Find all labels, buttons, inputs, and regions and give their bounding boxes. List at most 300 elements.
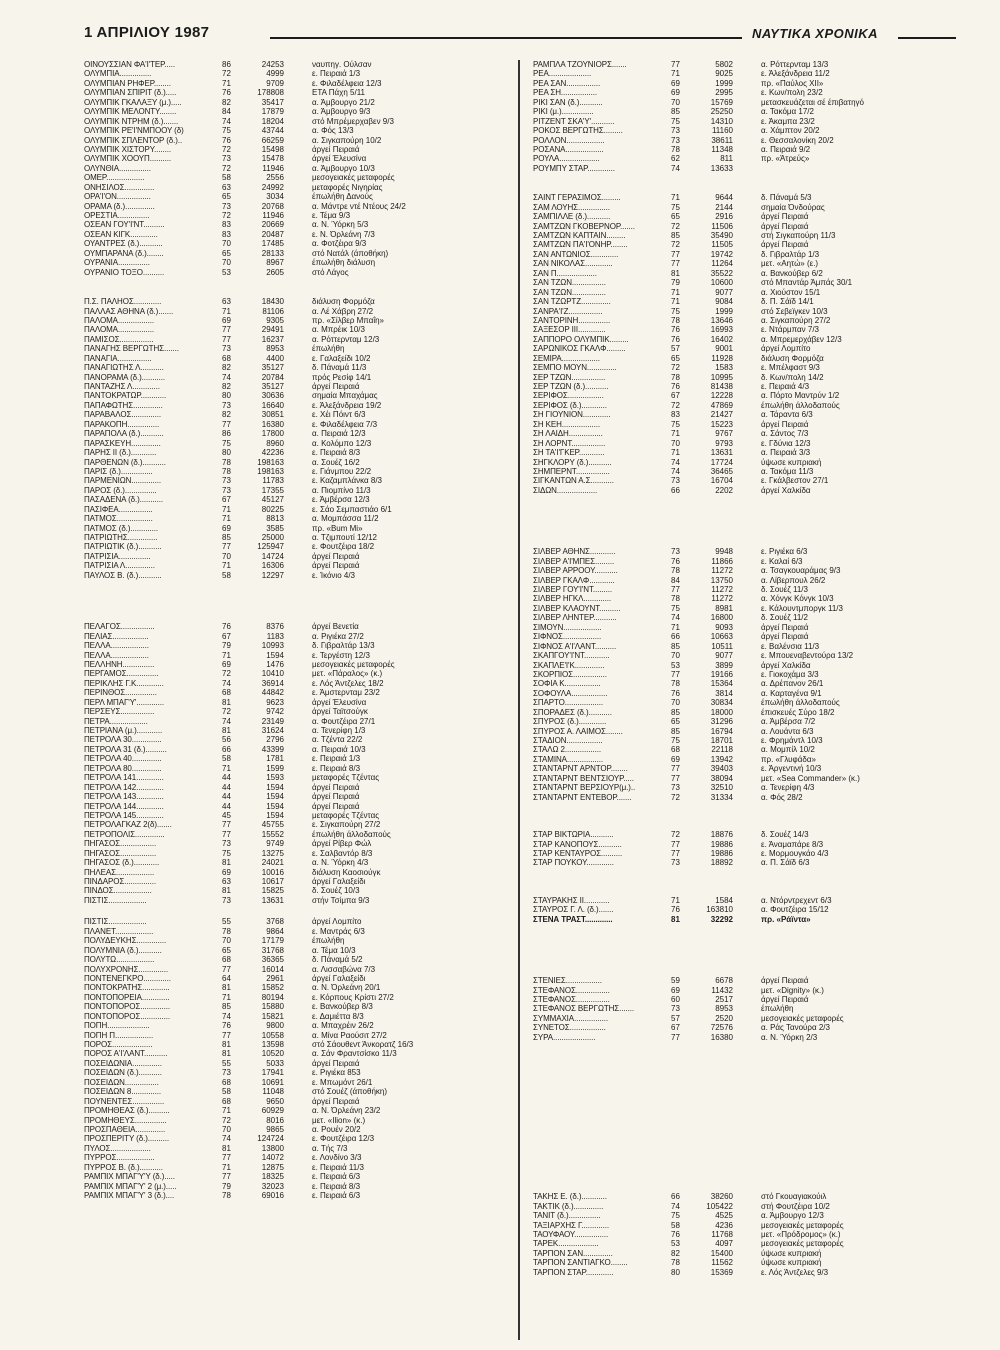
ship-status: δ. Κων/πολη 14/2 — [761, 372, 824, 382]
ship-row — [533, 259, 953, 268]
ship-name: ΟΛΥΜΠΙΚ ΧΟΟΥΠ.......... — [84, 154, 171, 164]
ship-name: ΣΤΕΝΙΕΣ................. — [533, 976, 602, 986]
ship-name: ΣΤΑΥΡΑΚΗΣ ΙΙ............ — [533, 895, 610, 905]
deadweight: 23149 — [261, 716, 284, 726]
build-year: 67 — [222, 631, 231, 641]
ship-status: ε. Δαμιέττα 8/3 — [312, 1011, 364, 1021]
build-year: 69 — [671, 754, 680, 764]
ship-name: ΤΑΚΗΣ Ε. (δ.)............ — [533, 1192, 607, 1202]
build-year: 72 — [671, 221, 680, 231]
ship-row — [84, 830, 504, 839]
build-year: 65 — [671, 212, 680, 222]
ship-status: α. Ριγιέκα 27/2 — [312, 631, 364, 641]
ship-status: μετ. «Πάραλος» (κ.) — [312, 669, 383, 679]
build-year: 66 — [671, 1192, 680, 1202]
ship-name: ΣΑΝ ΤΖΩΝ................ — [533, 287, 606, 297]
ship-name: ΤΑΝΙΤ (δ.)............... — [533, 1211, 601, 1221]
deadweight: 8016 — [266, 1115, 284, 1125]
ship-status: α. Τσαγκουαράμας 9/3 — [761, 566, 841, 576]
ship-status: μεταφορές Νιγηρίας — [312, 182, 383, 192]
ship-row — [533, 439, 953, 448]
deadweight: 16800 — [710, 613, 733, 623]
ship-status: α. Τενερίφη 1/3 — [312, 726, 366, 735]
ship-row — [533, 203, 953, 212]
deadweight: 15880 — [261, 1002, 284, 1012]
ship-status: α. Τζιμπουτί 12/12 — [312, 533, 377, 542]
ship-name: ΠΡΟΣΠΑΘΕΙΑ.............. — [84, 1124, 166, 1134]
deadweight: 10558 — [261, 1030, 284, 1040]
ship-row — [533, 136, 953, 145]
ship-name: ΠΑΤΡΙΣΙΑ............... — [84, 551, 151, 561]
build-year: 57 — [671, 1013, 680, 1023]
ship-status: στό Μπαντάρ Άμπάς 30/1 — [761, 278, 853, 288]
build-year: 75 — [671, 736, 680, 745]
ship-row — [84, 1172, 504, 1181]
ship-row — [84, 230, 504, 239]
build-year: 69 — [222, 659, 231, 669]
ship-status: άργεί Πειραιά — [761, 976, 809, 986]
deadweight: 14724 — [261, 551, 284, 561]
ship-status: ε. Πειραιά 8/3 — [312, 1181, 361, 1191]
deadweight: 10993 — [261, 641, 284, 651]
ship-status: ε. Σαλβαντόρ 8/3 — [312, 848, 373, 858]
ship-name: ΠΗΓΑΣΟΣ (δ.)............ — [84, 858, 160, 868]
build-year: 81 — [222, 1040, 231, 1049]
ship-row — [84, 858, 504, 867]
ship-row — [84, 1002, 504, 1011]
build-year: 73 — [671, 476, 680, 486]
ship-row — [84, 1116, 504, 1125]
build-year: 76 — [671, 325, 680, 335]
ship-status: δ. Γιβραλτάρ 13/3 — [312, 641, 375, 651]
ship-status: μετ. «Αητώ» (ε.) — [761, 259, 819, 269]
ship-name: ΠΡΟΣΠΕΡΙΤΥ (δ.).......... — [84, 1134, 169, 1144]
ship-name: ΡΕΑ ΣΑΝ................ — [533, 78, 601, 88]
ship-row — [533, 1192, 953, 1201]
ship-row — [84, 382, 504, 391]
ship-name: ΠΟΝΤΟΠΟΡΟΣ.............. — [84, 1002, 170, 1012]
build-year: 72 — [671, 830, 680, 840]
ship-status: άργεί Πειραιά — [312, 144, 360, 154]
build-year: 72 — [222, 669, 231, 679]
header-rule-left — [270, 37, 742, 39]
deadweight: 15825 — [261, 886, 284, 896]
ship-name: ΣΙΦΝΟΣ.................. — [533, 632, 602, 642]
deadweight: 11866 — [711, 556, 733, 566]
ship-row — [533, 604, 953, 613]
ship-row — [533, 594, 953, 603]
build-year: 79 — [671, 278, 680, 288]
ship-status: ε. Γαλαξείδι 10/2 — [312, 353, 371, 363]
ship-name: ΣΤΕΦΑΝΟΣ................ — [533, 985, 610, 995]
deadweight: 17941 — [261, 1068, 284, 1078]
build-year: 77 — [222, 419, 231, 429]
ship-row — [84, 679, 504, 688]
deadweight: 13800 — [261, 1143, 284, 1153]
ship-name: ΡΙΚΙ (μ.)............... — [533, 107, 594, 117]
build-year: 71 — [671, 193, 680, 203]
ship-name: ΠΟΛΥΜΝΙΑ (δ.)........... — [84, 945, 162, 955]
ship-name: ΣΠΥΡΟΣ (δ.)............. — [533, 717, 607, 727]
ship-name: ΣΑΝ ΤΖΩΡΤΖ.............. — [533, 297, 611, 307]
ship-row — [84, 1106, 504, 1115]
deadweight: 36465 — [710, 466, 733, 476]
ship-row — [84, 1097, 504, 1106]
build-year: 77 — [671, 764, 680, 774]
ship-status: στή Φουτζέιρα 10/2 — [761, 1201, 830, 1211]
deadweight: 10691 — [261, 1077, 284, 1087]
deadweight: 1584 — [715, 895, 733, 905]
ship-status: άργεί Πειραιά — [312, 1058, 360, 1068]
deadweight: 15369 — [710, 1267, 733, 1277]
ship-row — [533, 1202, 953, 1211]
build-year: 81 — [222, 726, 231, 735]
ship-status: ε. Φρημάντλ 10/3 — [761, 736, 823, 745]
ship-status: δ. Π. Σάϊδ 14/1 — [761, 297, 814, 307]
deadweight: 17355 — [261, 485, 284, 495]
ship-status: ε. Άναμαπάρε 8/3 — [761, 839, 824, 849]
ship-status: άργεί Έλευσίνα — [312, 154, 367, 164]
build-year: 81 — [222, 1049, 231, 1059]
deadweight: 4400 — [266, 353, 284, 363]
build-year: 70 — [222, 936, 231, 946]
build-year: 77 — [222, 964, 231, 974]
deadweight: 4999 — [266, 69, 284, 79]
build-year: 71 — [671, 69, 680, 79]
ship-name: ΣΕΜΙΡΑ.................. — [533, 353, 600, 363]
ship-status: α. Πειραιά 3/3 — [761, 448, 811, 458]
deadweight: 9001 — [715, 344, 733, 354]
ship-name: ΠΟΝΤΟΠΟΡΟΣ.............. — [84, 1011, 170, 1021]
build-year: 66 — [671, 632, 680, 642]
ship-status: α. Δρέπανον 26/1 — [761, 679, 824, 689]
ship-row — [84, 439, 504, 448]
ship-name: ΣΙΓΚΑΝΤΩΝ Α.Σ........... — [533, 476, 614, 486]
deadweight: 8953 — [715, 1004, 733, 1014]
deadweight: 19166 — [710, 669, 733, 679]
ship-row — [533, 429, 953, 438]
ship-group — [84, 297, 504, 580]
ship-row — [533, 566, 953, 575]
ship-name: ΠΡΟΜΗΘΕΑΣ (δ.).......... — [84, 1106, 170, 1116]
deadweight: 13633 — [710, 163, 733, 173]
build-year: 73 — [671, 1004, 680, 1014]
build-year: 73 — [222, 201, 231, 211]
ship-name: ΠΑΥΛΟΣ Β. (δ.)........... — [84, 570, 162, 580]
ship-row — [533, 288, 953, 297]
ship-name: ΣΤΑΡ ΒΙΚΤΩΡΙΑ........... — [533, 830, 614, 840]
ship-row — [533, 476, 953, 485]
ship-status: πρός Ρεσίφ 14/1 — [312, 372, 372, 382]
deadweight: 9084 — [715, 297, 733, 307]
deadweight: 35127 — [261, 363, 284, 373]
ship-name: ΠΕΤΡΟΛΑ 31 (δ.).......... — [84, 744, 167, 754]
build-year: 77 — [222, 325, 231, 335]
ship-name: ΣΟΦΙΑ Κ................. — [533, 679, 601, 689]
build-year: 74 — [222, 678, 231, 688]
build-year: 77 — [222, 1030, 231, 1040]
ship-name: ΠΕΛΑΓΟΣ................ — [84, 622, 155, 632]
ship-status: άργεί Πειραιά — [761, 240, 809, 250]
ship-name: ΠΕΤΡΟΛΑ 141............. — [84, 773, 164, 783]
build-year: 53 — [671, 1239, 680, 1249]
build-year: 80 — [222, 448, 231, 458]
ship-status: άργεί Πειραιά — [761, 212, 809, 222]
ship-status: ε. Κων/πολη 23/2 — [761, 88, 823, 98]
ship-status: στό Μπρέμερχαβεν 9/3 — [312, 116, 394, 126]
ship-row — [533, 222, 953, 231]
build-year: 71 — [222, 763, 231, 773]
ship-group — [533, 830, 953, 868]
deadweight: 8967 — [266, 258, 284, 268]
build-year: 76 — [671, 334, 680, 344]
build-year: 73 — [222, 1068, 231, 1078]
ship-name: ΠΟΣΕΙΔΩΝ................ — [84, 1077, 159, 1087]
ship-status: ΕΤΑ Πάχη 5/11 — [312, 88, 365, 98]
ship-name: ΟΛΥΜΠΙΚ ΓΚΑΛΑΞΥ (μ.)..... — [84, 97, 182, 107]
ship-row — [533, 250, 953, 259]
build-year: 72 — [222, 1115, 231, 1125]
ship-row — [84, 542, 504, 551]
ship-status: α. Μάντρε ντέ Ντέους 24/2 — [312, 201, 406, 211]
build-year: 72 — [671, 792, 680, 802]
deadweight: 2796 — [266, 735, 284, 745]
ship-row — [84, 1068, 504, 1077]
ship-name: Π.Σ. ΠΑΛΗΟΣ............. — [84, 297, 162, 307]
ship-row — [533, 126, 953, 135]
ship-name: ΠΕΛΛΗΝΗ............... — [84, 659, 155, 669]
deadweight: 20784 — [261, 372, 284, 382]
ship-name: ΡΕΑ ΣΗ................. — [533, 88, 597, 98]
deadweight: 16237 — [261, 334, 284, 344]
build-year: 78 — [222, 926, 231, 936]
ship-row — [533, 448, 953, 457]
build-year: 85 — [671, 641, 680, 651]
ship-status: α. Ρόττερνταμ 13/3 — [761, 60, 829, 69]
ship-status: ε. Σάο Σεμπαστιάο 6/1 — [312, 504, 392, 514]
deadweight: 18701 — [710, 736, 733, 745]
ship-status: α. Άμβουργο 9/3 — [312, 107, 371, 117]
build-year: 69 — [222, 523, 231, 533]
deadweight: 42236 — [261, 448, 284, 458]
ship-status: α. Λουάντα 6/3 — [761, 726, 814, 736]
build-year: 65 — [222, 248, 231, 258]
ship-row — [84, 220, 504, 229]
build-year: 67 — [671, 1023, 680, 1033]
deadweight: 38611 — [711, 135, 733, 145]
ship-name: ΣΑΝΡΑ'Ι'Ζ................ — [533, 306, 603, 316]
deadweight: 31768 — [261, 945, 284, 955]
ship-status: δ. Σουέζ 11/3 — [761, 585, 808, 594]
ship-name: ΟΥΜΠΑΡΑΝΑ (δ.)........ — [84, 248, 164, 258]
build-year: 70 — [671, 651, 680, 661]
ship-row — [533, 458, 953, 467]
deadweight: 30834 — [710, 698, 733, 708]
deadweight: 36914 — [261, 678, 284, 688]
ship-row — [533, 88, 953, 97]
ship-status: άργεί Πειραιά — [761, 622, 809, 632]
ship-row — [533, 1239, 953, 1248]
ship-name: ΠΕΤΡΟΠΟΛΙΣ.............. — [84, 829, 165, 839]
ship-name: ΠΑΝΤΟΚΡΑΤΩΡ............ — [84, 391, 167, 401]
ship-name: ΠΟΛΥΔΕΥΚΗΣ.............. — [84, 936, 167, 946]
ship-row — [84, 1078, 504, 1087]
deadweight: 29491 — [261, 325, 284, 335]
build-year: 78 — [671, 566, 680, 576]
deadweight: 10511 — [711, 641, 733, 651]
deadweight: 10600 — [710, 278, 733, 288]
ship-row — [533, 107, 953, 116]
deadweight: 22118 — [711, 745, 733, 755]
ship-status: μεταφορές Τζέντας — [312, 810, 380, 820]
ship-name: ΟΣΕΑΝ ΓΟΥ'Ι'ΝΤ.......... — [84, 220, 165, 230]
deadweight: 12228 — [710, 391, 733, 401]
ship-status: α. Σιγκαπούρη 27/2 — [761, 315, 831, 325]
deadweight: 35127 — [261, 382, 284, 391]
ship-row — [84, 1040, 504, 1049]
ship-name: ΣΙΛΒΕΡ ΗΓΚΛ............. — [533, 594, 611, 604]
ship-status: ε. Άκαμπα 23/2 — [761, 116, 815, 126]
ship-row — [84, 669, 504, 678]
ship-name: ΠΕΡΙΚΛΗΣ Γ.Κ............. — [84, 678, 164, 688]
ship-row — [533, 278, 953, 287]
ship-name: ΟΛΥΜΠΙΚ ΝΤΡΗΜ (δ.)....... — [84, 116, 179, 126]
deadweight: 11432 — [711, 985, 733, 995]
ship-status: ε. Γδύνια 12/3 — [761, 438, 811, 448]
ship-name: ΠΗΓΑΣΟΣ................. — [84, 848, 157, 858]
ship-row — [533, 145, 953, 154]
ship-row — [533, 344, 953, 353]
ship-status: ε. Σιγκαπούρη 27/2 — [312, 820, 381, 830]
ship-status: α. Μπρέικ 10/3 — [312, 325, 365, 335]
ship-status: άργεί Πειραιά — [761, 221, 809, 231]
ship-row — [84, 307, 504, 316]
ship-name: ΤΑΡΠΟΝ ΣΑΝ.............. — [533, 1248, 613, 1258]
ship-row — [84, 1125, 504, 1134]
ship-row — [84, 868, 504, 877]
ship-status: α. Σάν Φραντσίσκο 11/3 — [312, 1049, 397, 1059]
deadweight: 24021 — [261, 858, 284, 868]
build-year: 55 — [222, 917, 231, 927]
ship-name: ΠΟΣΕΙΔΩΝΙΑ.............. — [84, 1058, 162, 1068]
deadweight: 2144 — [715, 202, 733, 212]
ship-row — [84, 993, 504, 1002]
deadweight: 10995 — [710, 372, 733, 382]
ship-status: έπωλήθη — [761, 1004, 794, 1014]
deadweight: 15498 — [261, 144, 284, 154]
build-year: 53 — [671, 660, 680, 670]
deadweight: 8981 — [715, 603, 733, 613]
ship-status: ε. Πειραιά 4/3 — [761, 382, 810, 391]
deadweight: 18430 — [261, 297, 284, 307]
ship-name: ΟΜΕΡ.................. — [84, 173, 145, 183]
ship-name: ΣΥΝΕΤΟΣ................. — [533, 1023, 606, 1033]
ship-row — [84, 211, 504, 220]
ship-name: ΡΑΜΠΙΧ ΜΠΑΓ'Υ' 2 (μ.)..... — [84, 1181, 177, 1191]
ship-name: ΣΕΜΠΟ ΜΟΥΝ.............. — [533, 363, 617, 373]
build-year: 85 — [671, 231, 680, 240]
ship-name: ΟΙΝΟΥΣΣΙΑΝ ΦΑ'Ι'ΤΕΡ..... — [84, 60, 175, 69]
ship-name: ΠΕΡΣΕΥΣ................ — [84, 707, 155, 717]
build-year: 58 — [222, 754, 231, 764]
ship-row — [533, 557, 953, 566]
ship-name: ΠΟΠΗ.................... — [84, 1021, 150, 1031]
deadweight: 9623 — [266, 697, 284, 707]
ship-status: έπωλήθη διάλυση — [312, 258, 376, 268]
ship-name: ΡΟΛΛΟΝ.................. — [533, 135, 605, 145]
build-year: 77 — [671, 585, 680, 594]
ship-name: ΣΑΝ ΤΖΩΝ................ — [533, 278, 606, 288]
ship-row — [84, 688, 504, 697]
ship-status: δ. Γιβραλτάρ 1/3 — [761, 249, 820, 259]
deadweight: 13598 — [261, 1040, 284, 1049]
ship-status: δ. Πάναμά 11/3 — [312, 363, 367, 373]
ship-status: σημαία Μπαχάμας — [312, 391, 378, 401]
deadweight: 9025 — [715, 69, 733, 79]
build-year: 73 — [671, 858, 680, 868]
build-year: 73 — [222, 400, 231, 410]
deadweight: 11783 — [262, 476, 284, 486]
ship-row — [84, 239, 504, 248]
ship-name: ΣΑΝ Π................... — [533, 268, 597, 278]
ship-row — [84, 773, 504, 782]
ship-name: ΡΟΚΟΣ ΒΕΡΓΩΤΗΣ......... — [533, 126, 623, 136]
build-year: 77 — [222, 334, 231, 344]
deadweight: 4236 — [715, 1220, 733, 1230]
ship-name: ΠΑΝΟΡΑΜΑ (δ.)........... — [84, 372, 166, 382]
ship-status: α. Π. Σάϊδ 6/3 — [761, 858, 810, 868]
ship-name: ΠΙΝΔΟΣ.................. — [84, 886, 152, 896]
ship-row — [533, 576, 953, 585]
ship-row — [533, 986, 953, 995]
deadweight: 3768 — [266, 917, 284, 927]
build-year: 79 — [222, 641, 231, 651]
build-year: 77 — [671, 839, 680, 849]
deadweight: 11946 — [262, 211, 284, 220]
build-year: 73 — [222, 895, 231, 905]
ship-row — [84, 1163, 504, 1172]
build-year: 63 — [222, 297, 231, 307]
ship-row — [533, 1014, 953, 1023]
ship-row — [84, 202, 504, 211]
build-year: 78 — [671, 372, 680, 382]
ship-name: ΣΤΕΝΑ ΤΡΑΣΤ............. — [533, 914, 613, 924]
ship-row — [533, 679, 953, 688]
deadweight: 6678 — [715, 976, 733, 986]
ship-row — [84, 745, 504, 754]
build-year: 78 — [671, 144, 680, 154]
deadweight: 1594 — [266, 792, 284, 802]
ship-row — [533, 420, 953, 429]
build-year: 77 — [671, 1032, 680, 1042]
ship-name: ΡΟΥΜΠΥ ΣΤΑΡ............. — [533, 163, 615, 173]
build-year: 73 — [222, 839, 231, 849]
build-year: 66 — [222, 744, 231, 754]
build-year: 75 — [671, 603, 680, 613]
ship-status: α. Ν. Ύόρκη 5/3 — [312, 220, 369, 230]
ship-status: έπωλήθη άλλοδαπούς — [761, 400, 840, 410]
deadweight: 13942 — [710, 754, 733, 764]
ship-name: ΠΟΥΝΕΝΤΕΣ............... — [84, 1096, 165, 1106]
ship-name: ΠΟΛΥΤΩ.................. — [84, 955, 155, 965]
ship-name: ΟΡΕΣΤΙΑ............... — [84, 211, 150, 220]
deadweight: 8960 — [266, 438, 284, 448]
build-year: 85 — [671, 726, 680, 736]
ship-name: ΟΛΥΜΠΙΑΝ ΡΗΦΕΡ........ — [84, 78, 171, 88]
ship-status: έπωλήθη άλλοδαπούς — [312, 829, 391, 839]
deadweight: 1999 — [715, 306, 733, 316]
build-year: 77 — [671, 259, 680, 269]
